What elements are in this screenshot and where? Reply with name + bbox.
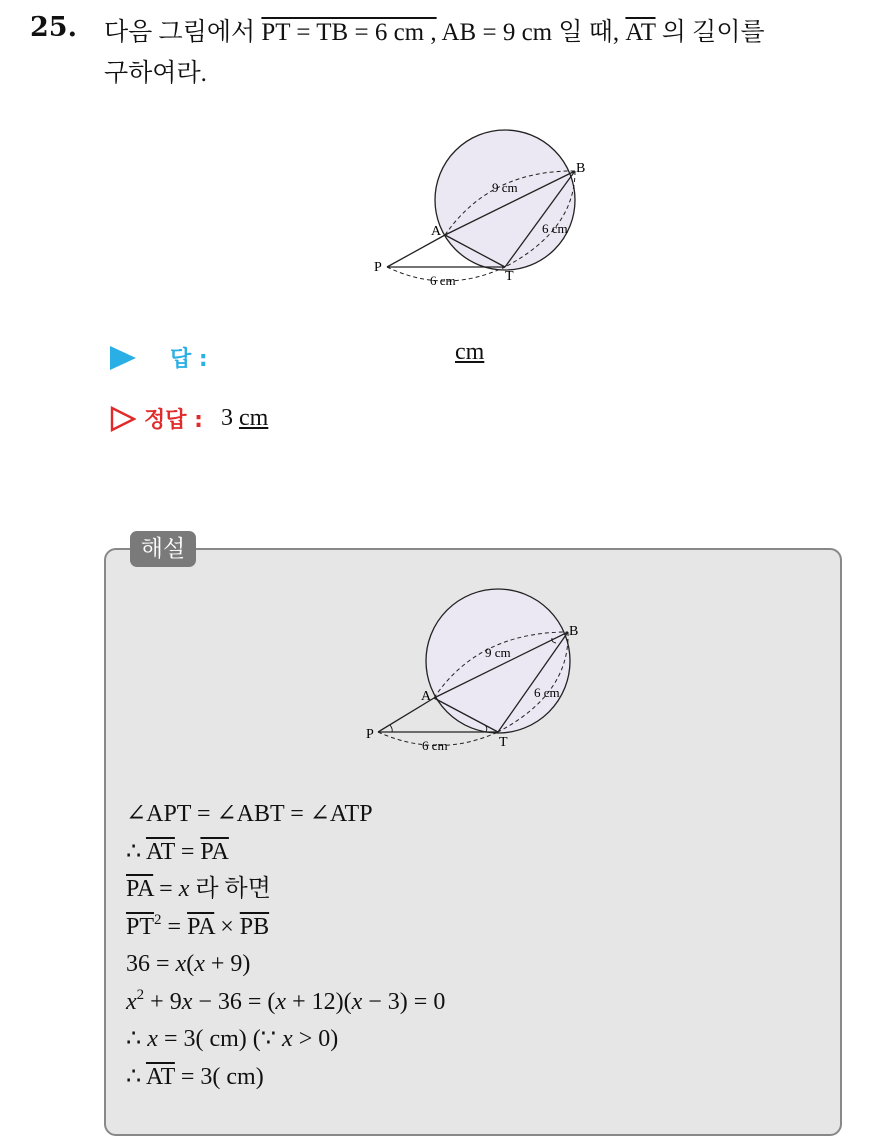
correct-answer-number: 3 bbox=[220, 405, 233, 431]
answer-unit: cm bbox=[455, 339, 485, 365]
sol3-seg: $\overline{PA}$ bbox=[126, 876, 154, 902]
sol-fig-label-6cm-pt: 6 cm bbox=[422, 738, 448, 753]
sol2-seg1: $\overline{AT}$ bbox=[145, 838, 175, 865]
sol-fig-label-b: B bbox=[569, 624, 579, 639]
solution-line-1: ∠APT = ∠ABT = ∠ATP bbox=[126, 801, 373, 827]
sol-fig-label-9cm: 9 cm bbox=[485, 645, 511, 660]
question-prefix: 다음 그림에서 bbox=[104, 19, 256, 46]
question-eq2: AB = 9 cm 일 때, bbox=[441, 19, 620, 46]
correct-answer-value bbox=[221, 405, 268, 432]
answer-label: 답 : bbox=[170, 347, 208, 372]
sol6-v1: x bbox=[126, 988, 137, 1015]
sol6-v4: x bbox=[351, 988, 363, 1015]
sol4-sup: 2 bbox=[154, 911, 162, 928]
question-line-1 bbox=[104, 12, 874, 53]
correct-answer-row bbox=[110, 403, 268, 434]
sol3-eq: = bbox=[153, 876, 179, 902]
sol8-a: ∴ bbox=[126, 1063, 146, 1090]
sol-fig-label-6cm-bt: 6 cm bbox=[534, 685, 560, 700]
sol6-c: + 12)( bbox=[286, 988, 352, 1015]
sol2-seg2: $\overline{PA}$ bbox=[200, 838, 229, 865]
sol3-var: x bbox=[178, 876, 190, 902]
outline-arrow-icon bbox=[110, 406, 136, 432]
sol2-eq: = bbox=[174, 838, 201, 865]
sol5-lhs: 36 = bbox=[126, 951, 176, 977]
solution-figure bbox=[358, 584, 588, 759]
sol-fig-label-t: T bbox=[499, 735, 508, 750]
fig-label-6cm-pt: 6 cm bbox=[430, 273, 456, 288]
sol2-a: ∴ bbox=[126, 838, 146, 865]
fig-label-6cm-bt: 6 cm bbox=[542, 221, 568, 236]
fig-label-p: P bbox=[374, 260, 382, 275]
solution-line-7 bbox=[126, 1021, 445, 1059]
sol6-sup: 2 bbox=[136, 986, 145, 1003]
question-suffix: 의 길이를 bbox=[661, 19, 765, 46]
question-line-2: 구하여라. bbox=[104, 60, 207, 87]
solution-line-6 bbox=[126, 984, 445, 1022]
question-segment-at: $\overline{AT}$ bbox=[625, 19, 656, 46]
sol4-eq: = bbox=[161, 913, 188, 940]
sol-fig-label-p: P bbox=[366, 727, 374, 742]
sol6-a: + 9 bbox=[144, 988, 182, 1015]
solution-tag: 해설 bbox=[130, 531, 196, 567]
question-figure bbox=[370, 120, 590, 295]
sol4-seg2: $\overline{PA}$ bbox=[187, 913, 215, 940]
sol7-a: ∴ bbox=[126, 1026, 148, 1052]
correct-answer-unit: cm bbox=[238, 405, 269, 431]
answer-row bbox=[110, 342, 208, 373]
sol7-v1: x bbox=[147, 1026, 158, 1052]
solution-lines bbox=[126, 796, 445, 1096]
sol7-c: > 0) bbox=[292, 1026, 339, 1052]
sol4-seg1: $\overline{PT}$ bbox=[126, 913, 155, 940]
play-arrow-icon bbox=[110, 346, 136, 370]
solution-line-2 bbox=[126, 834, 445, 872]
question-number: 25. bbox=[30, 12, 77, 43]
solution-line-3 bbox=[126, 871, 445, 909]
sol5-mid: ( bbox=[186, 951, 195, 977]
correct-answer-label: 정답 : bbox=[144, 408, 203, 433]
sol7-v2: x bbox=[282, 1026, 293, 1052]
sol4-times: × bbox=[214, 913, 240, 940]
sol5-v2: x bbox=[194, 951, 205, 977]
solution-line-5 bbox=[126, 946, 445, 984]
solution-line-4 bbox=[126, 909, 445, 947]
fig-label-b: B bbox=[576, 161, 586, 176]
sol5-end: + 9) bbox=[204, 951, 251, 977]
fig-label-a: A bbox=[431, 224, 442, 239]
sol6-v2: x bbox=[181, 988, 193, 1015]
question-eq1: PT = TB = 6 cm , bbox=[261, 19, 437, 46]
sol6-d: − 3) = 0 bbox=[362, 988, 446, 1015]
solution-line-8 bbox=[126, 1059, 445, 1097]
sol5-v1: x bbox=[175, 951, 187, 977]
sol-fig-label-a: A bbox=[421, 689, 432, 704]
sol3-text: 라 하면 bbox=[189, 876, 271, 902]
sol7-b: = 3( cm) (∵ bbox=[157, 1026, 283, 1052]
sol8-seg: $\overline{AT}$ bbox=[145, 1063, 175, 1090]
sol8-b: = 3( cm) bbox=[174, 1063, 264, 1090]
fig-label-9cm: 9 cm bbox=[492, 180, 518, 195]
sol6-b: − 36 = ( bbox=[192, 988, 276, 1015]
question-text bbox=[104, 12, 874, 94]
fig-label-t: T bbox=[505, 269, 514, 284]
sol6-v3: x bbox=[275, 988, 287, 1015]
sol4-seg3: $\overline{PB}$ bbox=[239, 913, 270, 940]
